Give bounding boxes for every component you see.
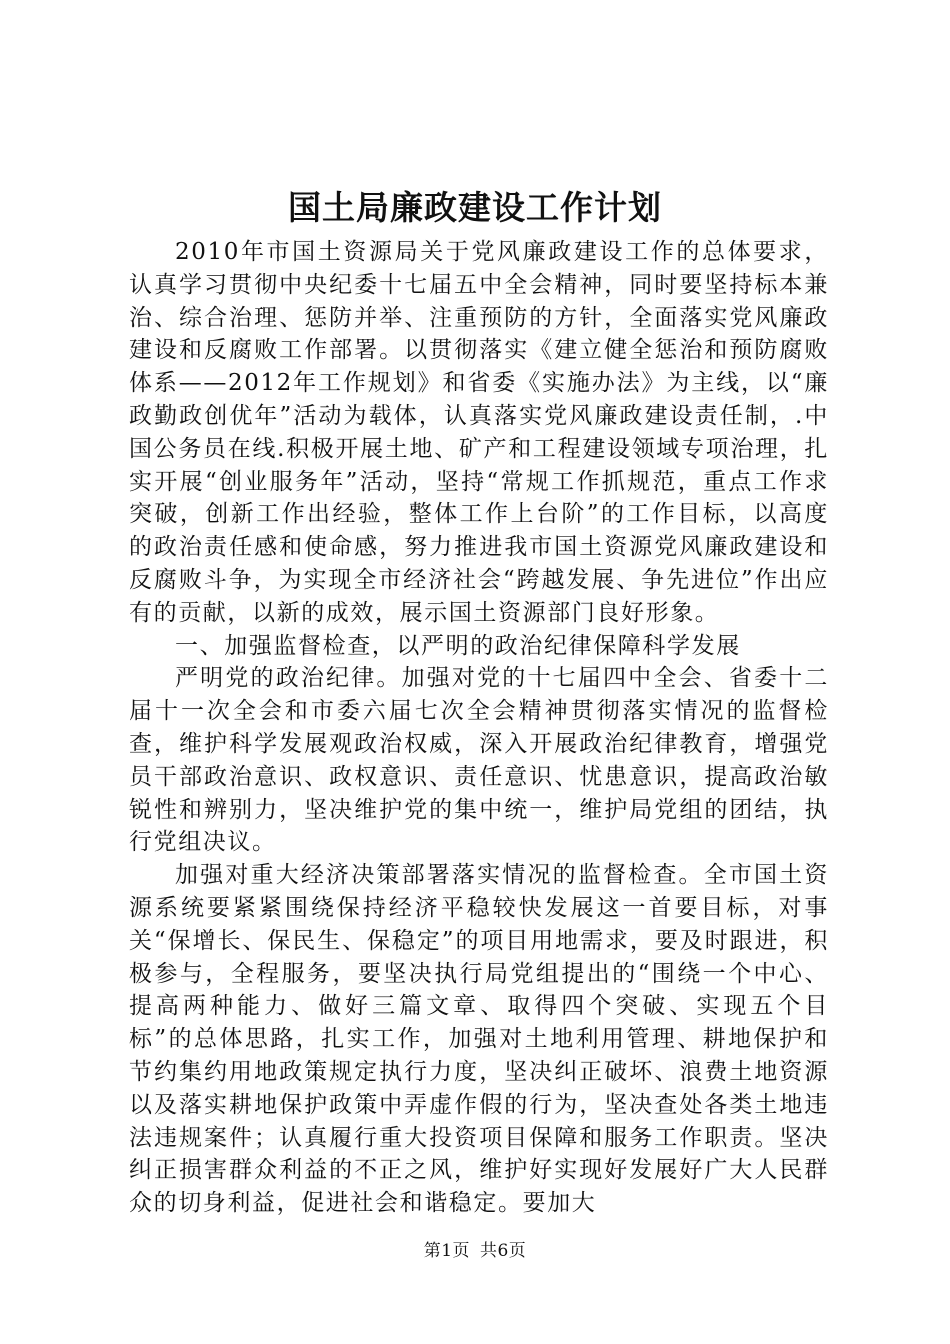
document-body (129, 236, 829, 1220)
section-1-paragraph-1: 严明党的政治纪律。加强对党的十七届四中全会、省委十二届十一次全会和市委六届七次全会精神贯彻落实情况的监督检查，维护科学发展观政治权威，深入开展政治纪律教育，增强党员干部政治意识、政权意识、责任意识、忧患意识，提高政治敏锐性和辨别力，坚决维护党的集中统一，维护局党组的团结，执行党组决议。 (129, 665, 829, 856)
intro-paragraph: 2010年市国土资源局关于党风廉政建设工作的总体要求，认真学习贯彻中央纪委十七届五中全会精神，同时要坚持标本兼治、综合治理、惩防并举、注重预防的方针，全面落实党风廉政建设和反腐败工作部署。以贯彻落实《建立健全惩治和预防腐败体系——2012年工作规划》和省委《实施办法》为主线，以“廉政勤政创优年”活动为载体，认真落实党风廉政建设责任制，.中国公务员在线.积极开展土地、矿产和工程建设领域专项治理，扎实开展“创业服务年”活动，坚持“常规工作抓规范，重点工作求突破，创新工作出经验，整体工作上台阶”的工作目标，以高度的政治责任感和使命感，努力推进我市国土资源党风廉政建设和反腐败斗争，为实现全市经济社会“跨越发展、争先进位”作出应有的贡献，以新的成效，展示国土资源部门良好形象。 (129, 239, 829, 626)
page-number-total: 共6页 (479, 1241, 527, 1261)
page-footer (0, 1240, 950, 1262)
page-number-current: 第1页 (423, 1241, 471, 1261)
section-1-heading: 一、加强监督检查，以严明的政治纪律保障科学发展 (175, 632, 741, 659)
document-title: 国土局廉政建设工作计划 (288, 188, 662, 227)
section-1-paragraph-2: 加强对重大经济决策部署落实情况的监督检查。全市国土资源系统要紧紧围绕保持经济平稳较快发展这一首要目标，对事关“保增长、保民生、保稳定”的项目用地需求，要及时跟进，积极参与，全程服务，要坚决执行局党组提出的“围绕一个中心、提高两种能力、做好三篇文章、取得四个突破、实现五个目标”的总体思路，扎实工作，加强对土地利用管理、耕地保护和节约集约用地政策规定执行力度，坚决纠正破坏、浪费土地资源以及落实耕地保护政策中弄虚作假的行为，坚决查处各类土地违法违规案件；认真履行重大投资项目保障和服务工作职责。坚决纠正损害群众利益的不正之风，维护好实现好发展好广大人民群众的切身利益，促进社会和谐稳定。要加大 (129, 862, 829, 1217)
